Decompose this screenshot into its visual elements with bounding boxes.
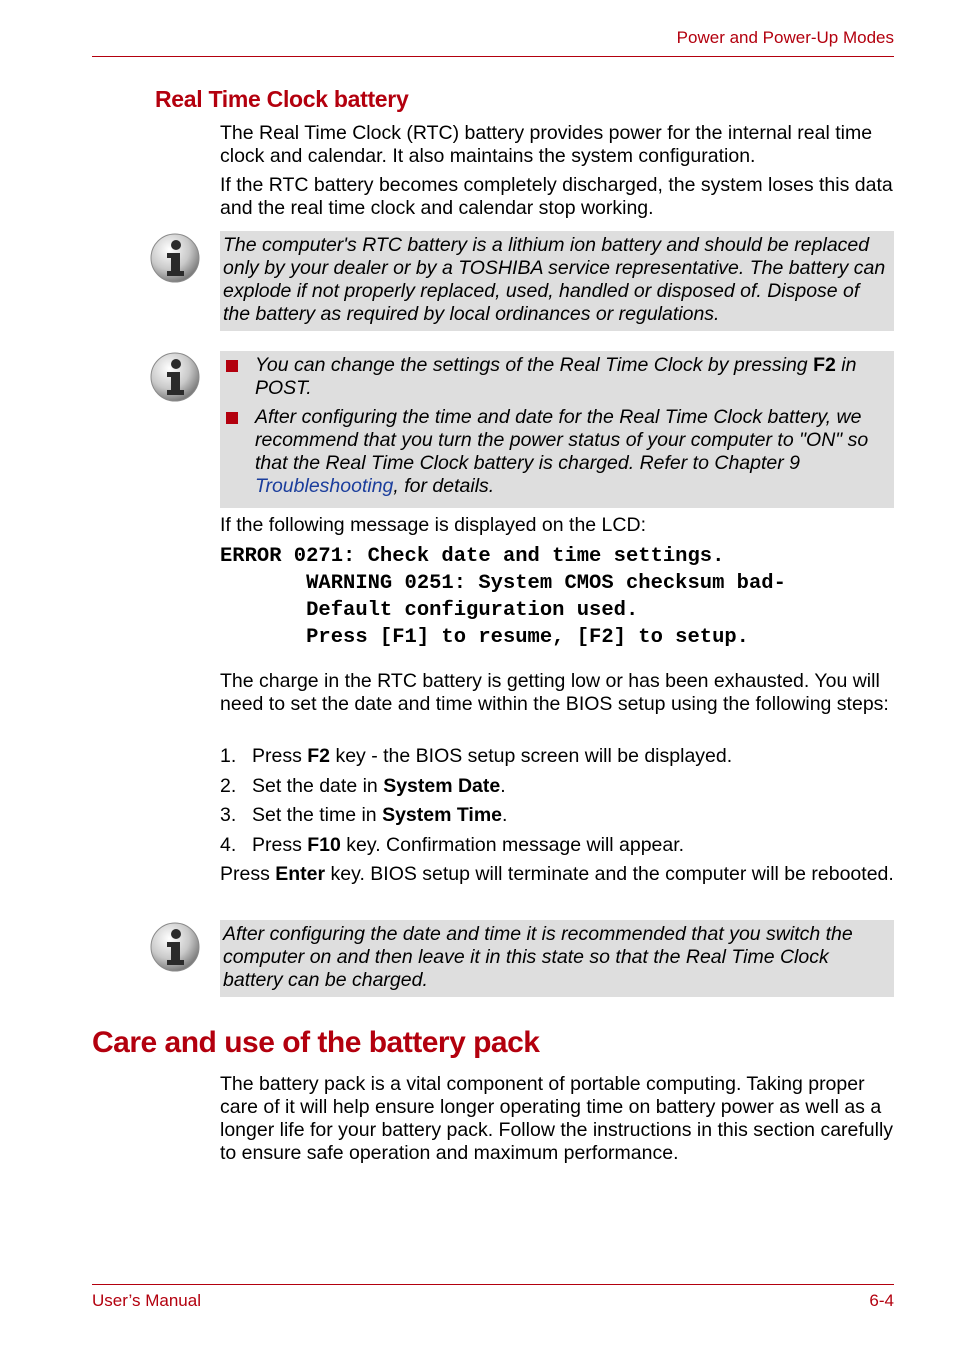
error-line: WARNING 0251: System CMOS checksum bad- [220,572,786,595]
error-message-block [220,543,786,651]
list-item [220,834,900,857]
footer-rule [92,1284,894,1285]
key-f2: F2 [813,354,836,376]
step-text: . [500,774,506,797]
error-line: Default configuration used. [220,599,639,622]
step-number: 4. [220,833,237,856]
step-text: Press [252,745,308,767]
list-item [223,406,890,498]
paragraph-text: key. BIOS setup will terminate and the computer will be rebooted. [325,863,894,885]
page-number: 6-4 [869,1291,894,1310]
list-item [220,745,900,768]
bullet-text: You can change the settings of the Real Time Clock by pressing [255,354,814,376]
paragraph-rtc-intro: The Real Time Clock (RTC) battery provides power for the internal real time clock and calendar. It also maintains the system configuration. [220,122,873,167]
key-enter: Enter [275,863,326,885]
note-charge-battery: After configuring the date and time it is recommended that you switch the computer on and then leave it in this state so that the Real Time Clock battery can be charged. [220,920,894,997]
steps-list [220,745,900,863]
troubleshooting-link[interactable]: Troubleshooting [255,475,394,497]
header-rule [92,56,894,57]
section-heading: Real Time Clock battery [155,86,409,112]
step-number: 2. [220,774,237,797]
bullet-text: in POST. [255,354,857,399]
paragraph-battery-pack: The battery pack is a vital component of portable computing. Taking proper care of it will help ensure longer operating time on battery power as well as a longer life for your battery pack. Follow the instructions in this section carefully to ensure safe operation and maximum performance. [220,1073,894,1164]
step-key: System Date [383,774,501,797]
paragraph-text: Press [220,863,276,885]
bullet-square-icon [226,360,238,372]
step-number: 3. [220,804,237,826]
note-rtc-settings [220,351,894,508]
list-item [220,775,900,798]
bullet-text: , for details. [393,475,495,497]
chapter-heading: Care and use of the battery pack [92,1026,540,1059]
note-rtc-battery-warning: The computer's RTC battery is a lithium ion battery and should be replaced only by your dealer or by a TOSHIBA service representative. The battery can explode if not properly replaced, used, handled or disposed of. Dispose of the battery as required by local ordinances or regulations. [220,231,894,331]
info-icon [150,233,200,283]
paragraph-rtc-discharged: If the RTC battery becomes completely discharged, the system loses this data and the real time clock and calendar stop working. [220,174,893,219]
list-item [223,354,890,400]
step-text: . [502,804,508,826]
info-icon [150,922,200,972]
step-text: Press [252,833,308,856]
running-header: Power and Power-Up Modes [676,28,894,47]
step-text: key - the BIOS setup screen will be displayed. [330,745,733,767]
step-number: 1. [220,745,237,767]
step-text: Set the date in [252,774,384,797]
list-item [220,804,900,827]
paragraph-rtc-low: The charge in the RTC battery is getting low or has been exhausted. You will need to set the date and time within the BIOS setup using the following steps: [220,670,889,715]
step-key: F2 [307,745,331,767]
step-text: key. Confirmation message will appear. [340,833,685,856]
bullet-square-icon [226,412,238,424]
error-line: ERROR 0271: Check date and time settings. [220,545,725,568]
step-text: Set the time in [252,804,383,826]
info-icon [150,352,200,402]
paragraph-enter-key [220,863,900,886]
paragraph-lcd-intro: If the following message is displayed on the LCD: [220,514,646,536]
step-key: F10 [307,833,341,856]
step-key: System Time [382,804,503,826]
error-line: Press [F1] to resume, [F2] to setup. [220,626,749,649]
bullet-text: After configuring the time and date for the Real Time Clock battery, we recommend that you turn the power status of your computer to "ON" so that the Real Time Clock battery is charged. Refer to Chapter 9 [255,406,869,474]
footer-title: User’s Manual [92,1291,201,1310]
